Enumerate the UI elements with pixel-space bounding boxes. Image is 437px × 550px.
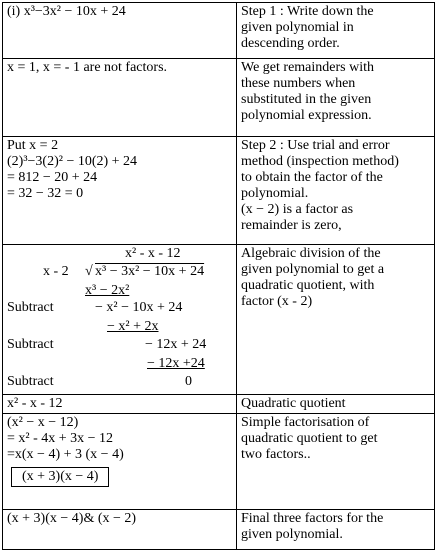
non-factor-note: x = 1, x = - 1 are not factors.	[7, 60, 168, 75]
expression-cell	[3, 3, 237, 59]
step-text: Step 1 : Write down the	[241, 4, 374, 19]
explanation-cell	[237, 510, 435, 550]
explanation-cell	[237, 3, 435, 59]
polynomial-expression: (i) x³−3x² − 10x + 24	[7, 4, 126, 19]
step-text: factor (x - 2)	[241, 294, 313, 309]
step-text: given polynomial in	[241, 20, 354, 35]
factorisation-line: (x² − x − 12)	[7, 415, 79, 430]
step-text: given polynomial.	[241, 527, 343, 542]
quotient-expression: x² - x - 12	[7, 396, 63, 411]
step-text: Step 2 : Use trial and error	[241, 138, 390, 153]
expression-cell	[3, 395, 237, 414]
substitution-line: = 812 − 20 + 24	[7, 170, 98, 185]
step-text: polynomial expression.	[241, 108, 372, 123]
step-text: Simple factorisation of	[241, 415, 370, 430]
step-text: polynomial.	[241, 186, 309, 201]
step-text: method (inspection method)	[241, 154, 399, 169]
step-text: Quadratic quotient	[241, 396, 346, 411]
substitution-line: (2)³−3(2)² − 10(2) + 24	[7, 154, 138, 169]
division-sign-icon: √	[85, 264, 93, 279]
table-row	[3, 245, 435, 395]
subtract-label: Subtract	[7, 337, 54, 352]
factorisation-line: = x² - 4x + 3x − 12	[7, 431, 114, 446]
division-dividend: x³ − 3x² − 10x + 24	[95, 264, 205, 279]
expression-cell	[3, 59, 237, 137]
final-factors: (x + 3)(x − 4)& (x − 2)	[7, 511, 137, 526]
step-text: Final three factors for the	[241, 511, 384, 526]
table-row	[3, 3, 435, 59]
division-quotient: x² - x - 12	[125, 246, 181, 261]
table-row	[3, 59, 435, 137]
step-text: We get remainders with	[241, 60, 374, 75]
step-text: these numbers when	[241, 76, 356, 91]
long-division	[7, 246, 232, 392]
table-row	[3, 137, 435, 245]
division-step: x³ − 2x²	[85, 283, 130, 298]
table-row	[3, 414, 435, 510]
step-text: Algebraic division of the	[241, 246, 381, 261]
division-step: − x² + 2x	[107, 319, 159, 334]
step-text: substituted in the given	[241, 92, 372, 107]
division-remainder: 0	[185, 374, 192, 389]
expression-cell	[3, 414, 237, 510]
step-text: remainder is zero,	[241, 218, 342, 233]
step-text: quadratic quotient to get	[241, 431, 378, 446]
factorisation-line: =x(x − 4) + 3 (x − 4)	[7, 447, 124, 462]
expression-cell	[3, 510, 237, 550]
table-row	[3, 510, 435, 550]
step-text: quadratic quotient, with	[241, 278, 375, 293]
subtract-label: Subtract	[7, 374, 54, 389]
division-remainder: − 12x + 24	[145, 337, 207, 352]
substitution-line: Put x = 2	[7, 138, 59, 153]
expression-cell	[3, 137, 237, 245]
step-text: descending order.	[241, 36, 340, 51]
explanation-cell	[237, 245, 435, 395]
division-divisor: x - 2	[43, 264, 69, 279]
step-text: two factors..	[241, 447, 311, 462]
substitution-line: = 32 − 32 = 0	[7, 186, 84, 201]
step-text: (x − 2) is a factor as	[241, 202, 354, 217]
table-row	[3, 395, 435, 414]
explanation-cell	[237, 395, 435, 414]
division-remainder: − x² − 10x + 24	[95, 300, 183, 315]
explanation-cell	[237, 137, 435, 245]
step-text: to obtain the factor of the	[241, 170, 383, 185]
explanation-cell	[237, 414, 435, 510]
boxed-factors: (x + 3)(x − 4)	[11, 467, 109, 487]
subtract-label: Subtract	[7, 300, 54, 315]
long-division-cell	[3, 245, 237, 395]
step-text: given polynomial to get a	[241, 262, 385, 277]
division-step: − 12x +24	[147, 356, 205, 371]
explanation-cell	[237, 59, 435, 137]
solution-table	[2, 2, 435, 550]
